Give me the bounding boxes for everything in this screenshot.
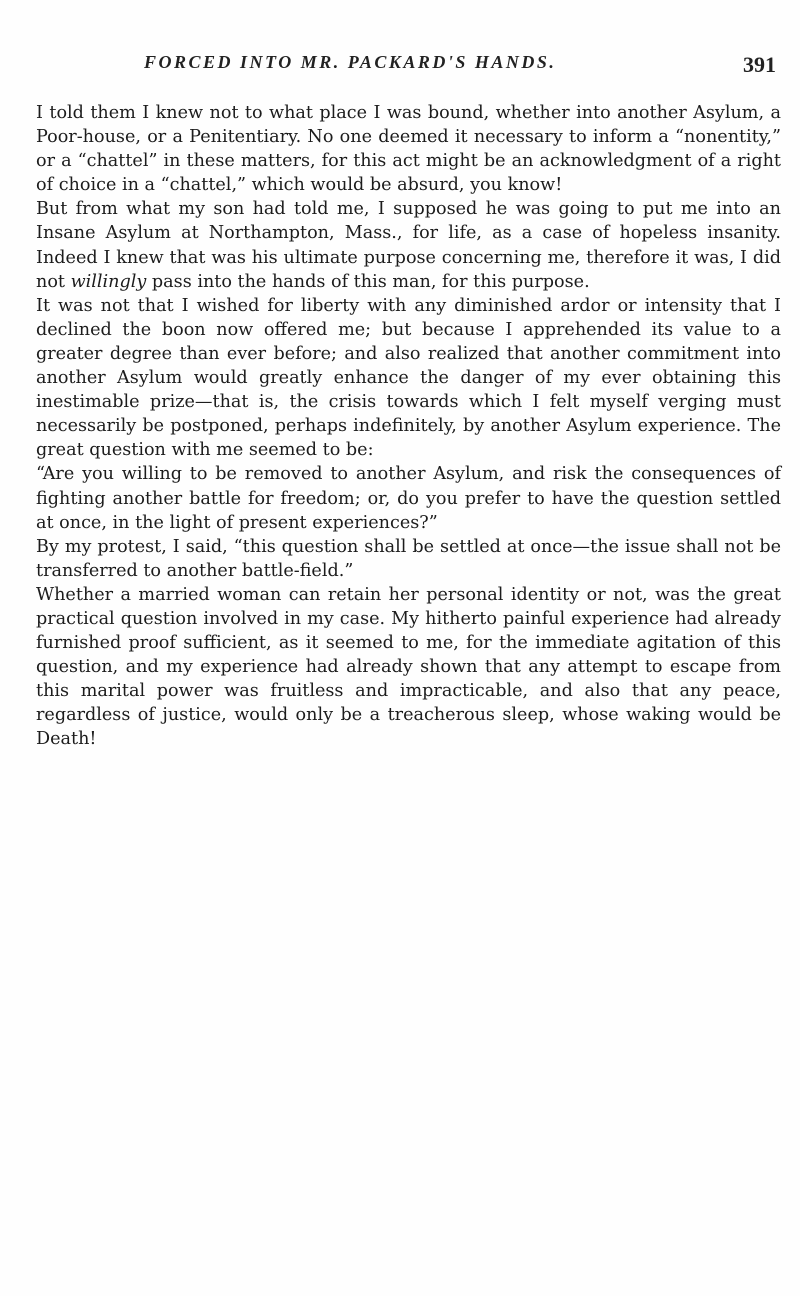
text-run: “Are you willing to be removed to another Asylum, and risk the consequences of fighting another battle for freedom; or, do you prefer to have the question settled at once, in the light of present experiences?” — [36, 464, 781, 533]
page-number: 391 — [743, 52, 776, 77]
text-run: By my protest, I said, “this question shall be settled at once—the issue shall not be transferred to another battle-field.” — [36, 536, 781, 581]
text-run: But from what my son had told me, I supposed he was going to put me into an Insane Asylum at Northampton, Mass., for life, as a case of hopeless insanity. Indeed I knew that was his ultimate purpose concerning me, therefore it was, I did not — [36, 199, 781, 292]
paragraph — [36, 197, 781, 293]
text-run: I told them I knew not to what place I was bound, whether into another Asylum, a Poor-house, or a Penitentiary. No one deemed it necessary to inform a “nonentity,” or a “chattel” in these matters, for this act might be an acknowledgment of a right of choice in a “chattel,” which would be absurd, you know! — [36, 103, 781, 196]
body-text — [36, 101, 781, 752]
text-run: Whether a married woman can retain her personal identity or not, was the great practical question involved in my case. My hitherto painful experience had already furnished proof sufficient, as it seemed to me, for the immediate agitation of this question, and my experience had already shown that any attempt to escape from this marital power was fruitless and impracticable, and also that any peace, regardless of justice, would only be a treacherous sleep, whose waking would be Death! — [36, 584, 781, 750]
italic-text-run: willingly — [70, 271, 147, 292]
text-run: pass into the hands of this man, for this purpose. — [146, 271, 590, 292]
paragraph — [36, 583, 781, 752]
paragraph — [36, 535, 781, 583]
page-header — [144, 52, 776, 86]
quoted-question — [36, 462, 781, 534]
paragraph — [36, 294, 781, 463]
text-run: It was not that I wished for liberty with any diminished ardor or intensity that I declined the boon now offered me; but because I apprehended its value to a greater degree than ever before; and also realized that another commitment into another Asylum would greatly enhance the danger of my ever obtaining this inestimable prize—that is, the crisis towards which I felt myself verging must necessarily be postponed, perhaps indefinitely, by another Asylum experience. The great question with me seemed to be: — [36, 295, 781, 461]
paragraph — [36, 101, 781, 197]
running-head: FORCED INTO MR. PACKARD'S HANDS. — [144, 52, 557, 72]
